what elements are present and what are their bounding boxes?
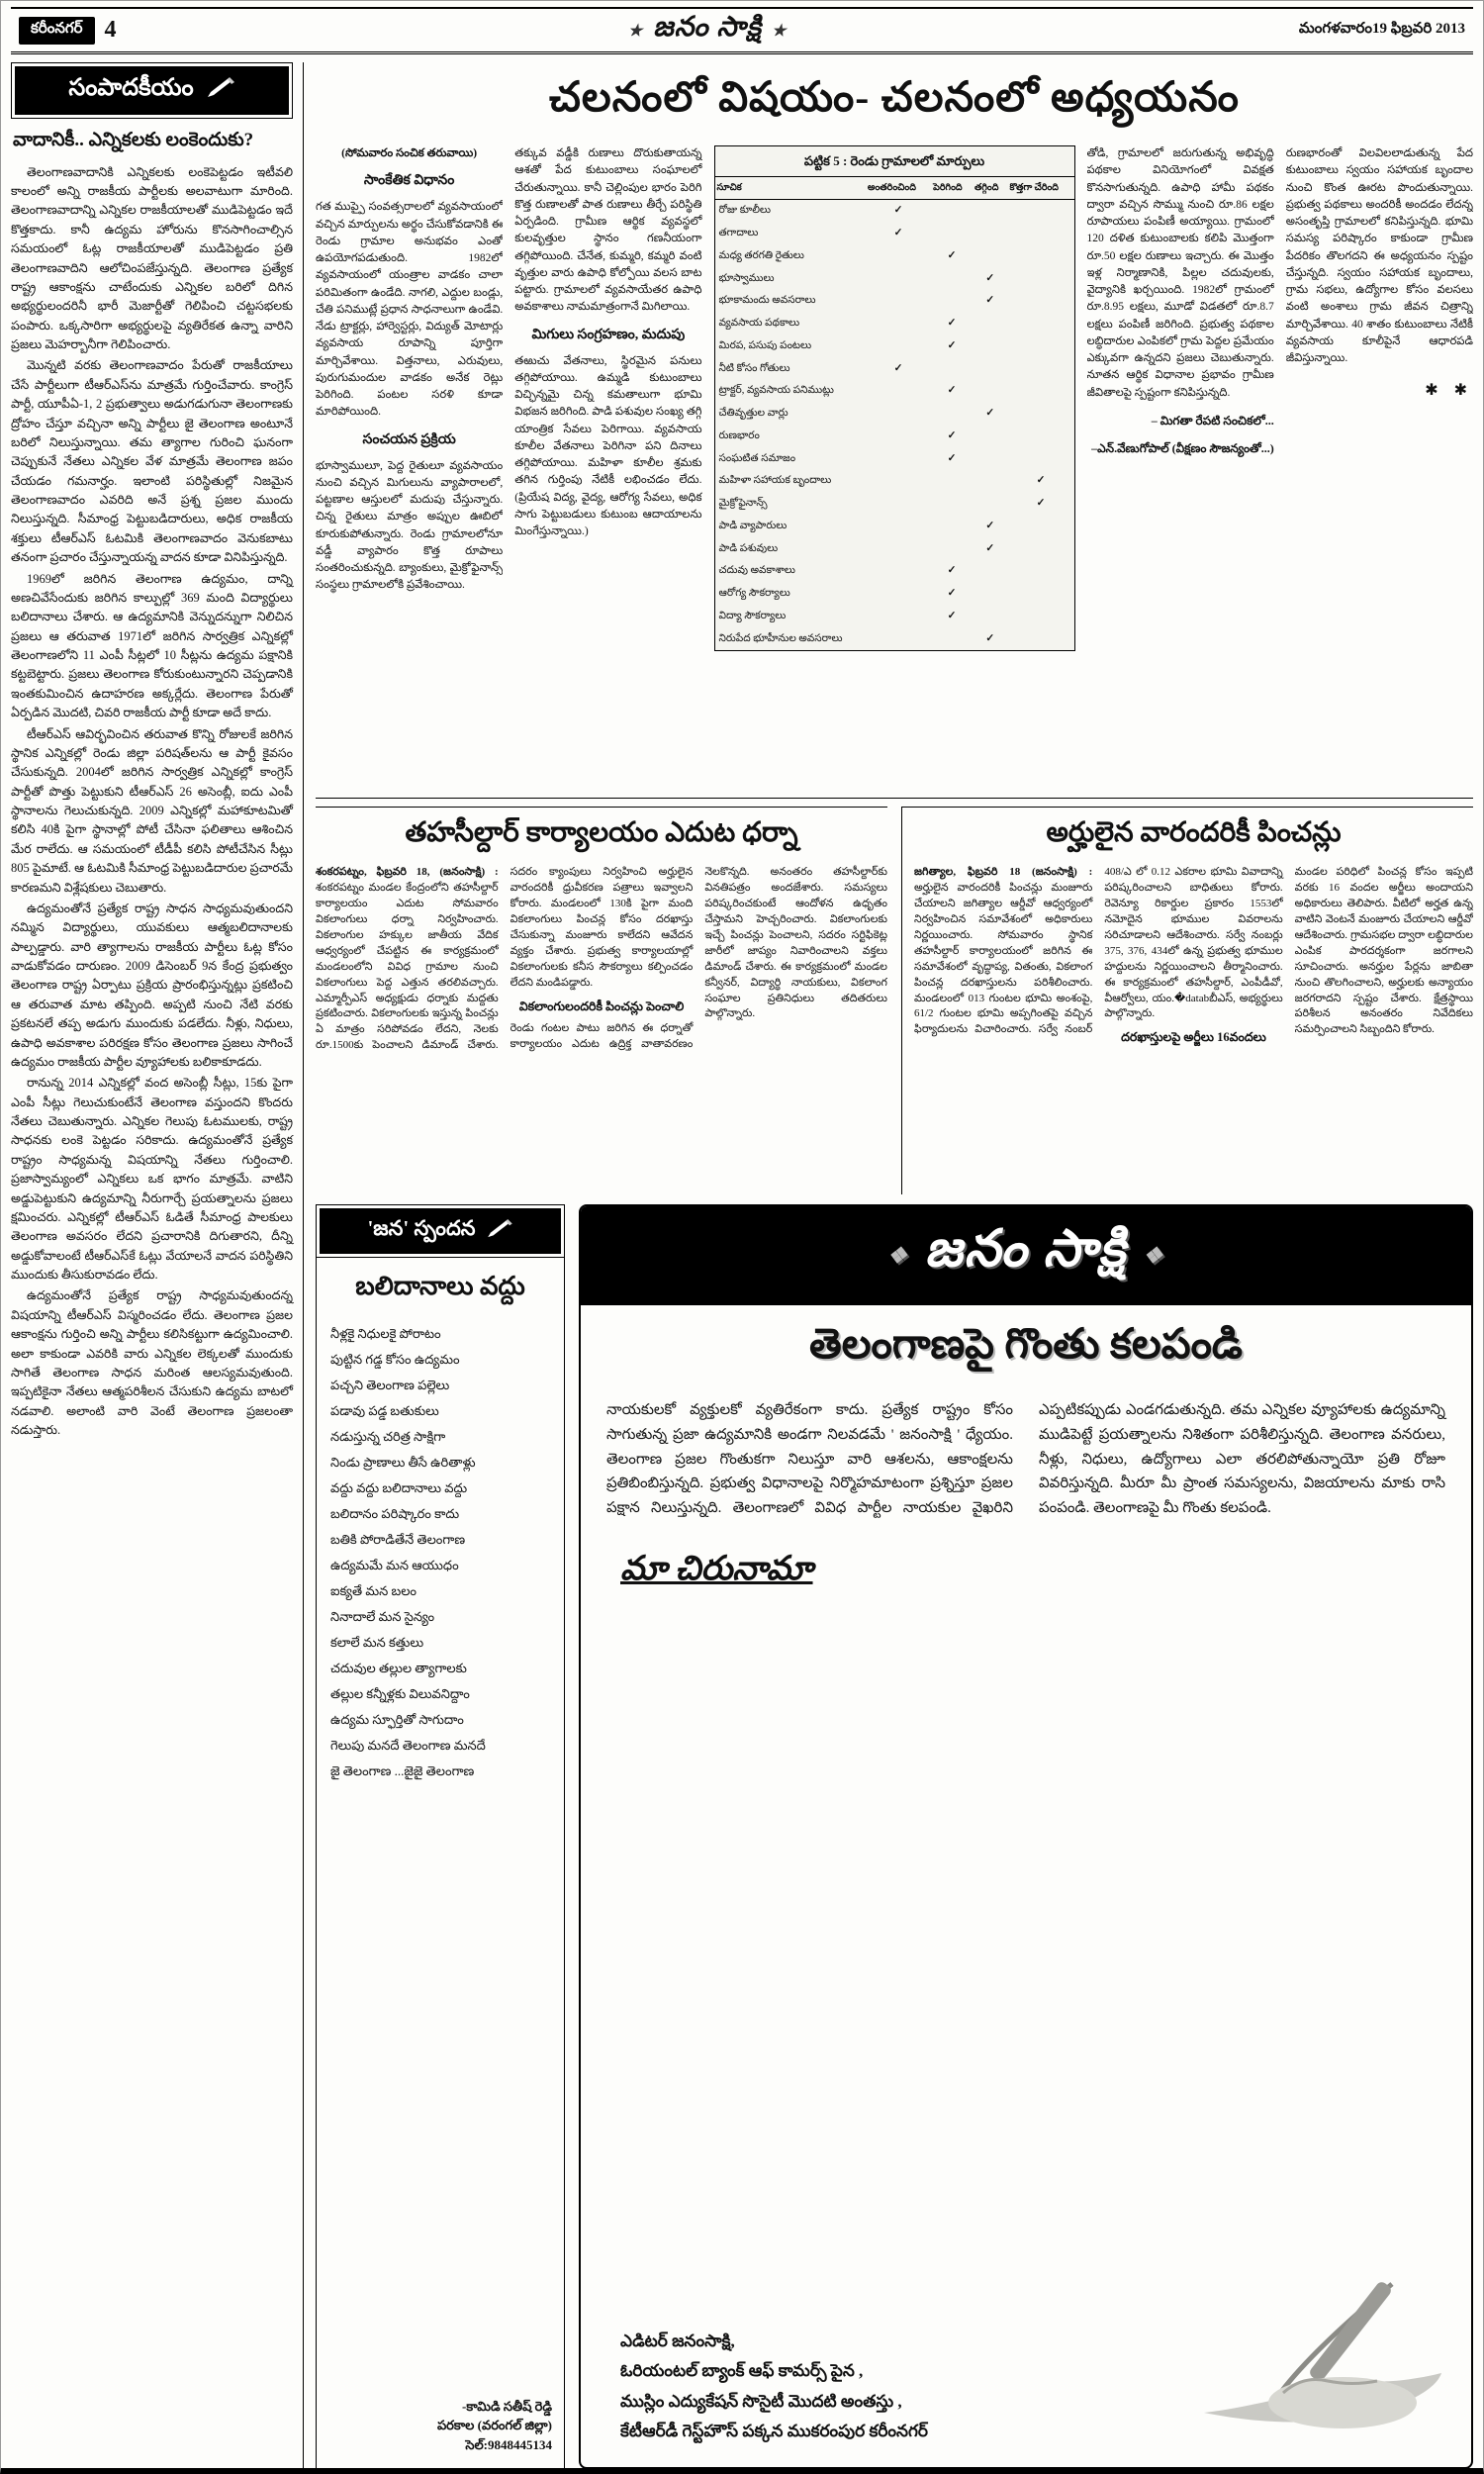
table-row: [714, 199, 1074, 222]
table-row: [714, 334, 1074, 357]
poet-name: -కామిడి సతీష్ రెడ్డి: [462, 2398, 552, 2414]
tick-cell: [1008, 447, 1074, 470]
tick-cell: [973, 447, 1008, 470]
table-row: [714, 290, 1074, 313]
poem-line: చదువుల తల్లుల త్యాగాలకు: [330, 1661, 467, 1675]
tick-cell: [973, 560, 1008, 583]
ad-address-label: మా చిరునామా: [620, 1550, 813, 1587]
poem-line: ఉద్యమమే మన ఆయుధం: [330, 1558, 459, 1572]
page-header: [11, 7, 1473, 54]
tick-cell: [931, 403, 973, 426]
changes-table-caption: పట్టిక 5 : రెండు గ్రామాలలో మార్పులు: [714, 145, 1075, 176]
poem-line: బలిదానం పరిష్కారం కాదు: [330, 1506, 460, 1521]
tick-cell: [973, 583, 1008, 606]
editorial-paragraph: టీఆర్ఎస్ ఆవిర్భవించిన తరువాత కొన్ని రోజులకే జరిగిన స్థానిక ఎన్నికల్లో రెండు జిల్లా పరిషత్‌లను ఆ పార్టీ కైవసం చేసుకున్నది. 2004లో జరిగిన సార్వత్రిక ఎన్నికల్లో కాంగ్రెస్ పార్టీతో పొత్తు పెట్టుకుని టీఆర్ఎస్ 26 అసెంబ్లీ, ఐదు ఎంపీ స్థానాలను గెలుచుకున్నది. 2009 ఎన్నికల్లో మహాకూటమితో కలిసి 40కి పైగా స్థానాల్లో పోటీ చేసినా ఫలితాలు ఆశించిన మేర రాలేదు. ఆ సమయంలో టీడీపీ కలిసి పోటీచేసిన సీట్లు 805 పైమాటే. ఆ ఓటమికి సీమాంధ్ర పెట్టుబడిదారుల ప్రచారమే కారణమని విశ్లేషకులు చెబుతారు.: [11, 726, 293, 895]
poem-line: ఉద్యమ స్ఫూర్తితో సాగుదాం: [330, 1712, 464, 1727]
subhead-technical: సాంకేతిక విధానం: [363, 173, 455, 189]
edition-block: [19, 17, 117, 45]
poem-title: బలిదానాలు వద్దు: [355, 1272, 525, 1300]
table-row: [714, 447, 1074, 470]
jana-spandana-header: [320, 1208, 561, 1254]
tick-cell: [1008, 290, 1074, 313]
tick-cell: [866, 515, 931, 537]
tick-cell: [866, 403, 931, 426]
pen-icon: [206, 77, 235, 104]
tick-cell: ✓: [985, 272, 995, 284]
col-header-indicator: సూచిక: [714, 176, 866, 199]
indicator-cell: నీటి కోసం గోతులు: [718, 362, 790, 374]
poem-lines: [317, 1317, 564, 2387]
tick-cell: [866, 470, 931, 493]
poet-place: పరకాల (వరంగల్ జిల్లా): [436, 2418, 552, 2432]
tick-cell: ✓: [1036, 475, 1046, 487]
tick-cell: [973, 470, 1008, 493]
ad-ornament-right-icon: ❖: [1143, 1243, 1165, 1268]
end-flower-ornament-icon: ✱ ✱: [1425, 382, 1473, 400]
dharna-text: శంకరపట్నం మండల కేంద్రంలోని తహసీల్దార్ కార్యాలయం ఎదుట సోమవారం వికలాంగులు ధర్నా నిర్వహించారు. వికలాంగుల హక్కుల జాతీయ వేదిక ఆధ్వర్యంలో చేపట్టిన ఈ కార్యక్రమంలో మండలంలోని వివిధ గ్రామాల నుంచి వికలాంగులు పెద్ద ఎత్తున తరలివచ్చారు. ఎమ్మార్పీఎస్ అధ్యక్షుడు ధర్నాకు మద్దతు ప్రకటించారు. వికలాంగులకు ఇస్తున్న పించన్లు ఏ మాత్రం సరిపోవడం లేదని, నెలకు రూ.1500కు పెంచాలని డిమాండ్ చేశారు. సదరం క్యాంపులు నిర్వహించి అర్హులైన వారందరికీ ధ్రువీకరణ పత్రాలు ఇవ్వాలని కోరారు. మండలంలో 130కి పైగా మంది వికలాంగులు పించన్ల కోసం దరఖాస్తు చేసుకున్నా మంజూరు కాలేదని ఆవేదన వ్యక్తం చేశారు. ప్రభుత్వ కార్యాలయాల్లో వికలాంగులకు కనీస సౌకర్యాలు కల్పించడం లేదని మండిపడ్డారు.: [316, 866, 694, 1052]
subhead-surplus: మిగులు సంగ్రహణం, మదుపు: [531, 327, 686, 342]
poet-phone: సెల్:9848445134: [465, 2436, 552, 2452]
tick-cell: ✓: [947, 429, 957, 441]
advertisement-box: [579, 1204, 1473, 2469]
poem-line: నీళ్లకై నిధులకై పోరాటం: [330, 1326, 441, 1341]
pension-subhead: దరఖాస్తులపై అర్జీలు 16వందలు: [1121, 1030, 1266, 1045]
jana-spandana-box: [316, 1204, 565, 2469]
table-row: [714, 403, 1074, 426]
editorial-paragraph: రానున్న 2014 ఎన్నికల్లో వంద అసెంబ్లీ సీట్లు, 15కు పైగా ఎంపీ సీట్లు గెలుచుకుంటేనే తెలంగాణ వస్తుందని కొందరు నేతలు చెబుతున్నారు. ఎన్నికల గెలుపు ఓటములకు, రాష్ట్ర సాధనకు లంకె పెట్టడం సరికాదు. ఉద్యమంతోనే ప్రత్యేక రాష్ట్రం సాధ్యమన్న విషయాన్ని నేతలు గుర్తించాలి. ప్రజాస్వామ్యంలో ఎన్నికలు ఒక భాగం మాత్రమే. వాటిని అడ్డుపెట్టుకుని ఉద్యమాన్ని నీరుగార్చే ప్రయత్నాలను ప్రజలు క్షమించరు. ఎన్నికల్లో టీఆర్ఎస్ ఓడితే సీమాంధ్ర పాలకులు తెలంగాణ అవసరం లేదని ప్రచారానికి దిగుతారని, దీన్ని అడ్డుకోవాలంటే టీఆర్ఎస్‌కే ఓట్లు వేయాలనే వాదన పరిస్థితిని ముందుకు తీసుకురావడం లేదు.: [11, 1076, 293, 1283]
tick-cell: [973, 334, 1008, 357]
tick-cell: ✓: [985, 542, 995, 554]
table-row: [714, 357, 1074, 380]
main-article-paragraph: భూస్వాములూ, పెద్ద రైతులూ వ్యవసాయం నుంచి వచ్చిన మిగులును వ్యాపారాలలో, పట్టణాల ఆస్తులలో మదుపు చేస్తున్నారు. చిన్న రైతులు మాత్రం అప్పుల ఊబిలో కూరుకుపోతున్నారు. రెండు గ్రామాలలోనూ వడ్డీ వ్యాపారం కొత్త రూపాలు సంతరించుకున్నది. బ్యాంకులు, మైక్రోఫైనాన్స్ సంస్థలు గ్రామాలలోకి ప్రవేశించాయి.: [316, 459, 504, 592]
tick-cell: [1008, 313, 1074, 335]
tick-cell: [866, 425, 931, 447]
tick-cell: [1008, 537, 1074, 560]
changes-table-body: [714, 199, 1074, 650]
ad-ornament-left-icon: ❖: [886, 1243, 909, 1268]
tick-cell: ✓: [985, 408, 995, 419]
dharna-headline: తహసీల్దార్ కార్యాలయం ఎదుట ధర్నా: [405, 817, 798, 848]
col-header-new: కొత్తగా చేరింది: [1008, 176, 1074, 199]
masthead-ornament-left-icon: ★: [627, 22, 644, 40]
tick-cell: [973, 380, 1008, 403]
tick-cell: ✓: [1036, 498, 1046, 509]
poem-line: బతికి పోరాడితేనే తెలంగాణ: [330, 1532, 466, 1547]
tick-cell: ✓: [947, 565, 957, 577]
tick-cell: [1008, 627, 1074, 650]
editorial-headline: వాదానికీ.. ఎన్నికలకు లంకెందుకు?: [13, 130, 254, 150]
indicator-cell: సంఘటిత సమాజం: [718, 452, 796, 464]
jana-spandana-label: 'జన' స్పందన: [367, 1216, 476, 1240]
indicator-cell: ఆరోగ్య సౌకర్యాలు: [718, 588, 790, 599]
pen-icon: [486, 1219, 513, 1244]
poem-line: ఐక్యతే మన బలం: [330, 1583, 417, 1598]
tick-cell: ✓: [985, 520, 995, 531]
ad-bottom-row: [581, 1604, 1471, 2467]
tick-cell: [931, 223, 973, 245]
table-row: [714, 560, 1074, 583]
ad-address-line: ఎడిటర్ జనంసాక్షి,: [620, 2331, 735, 2350]
table-row: [714, 380, 1074, 403]
tick-cell: [866, 537, 931, 560]
indicator-cell: భూకామందు అవసరాలు: [718, 295, 816, 307]
table-row: [714, 313, 1074, 335]
editorial-header: [15, 66, 289, 115]
tick-cell: ✓: [947, 339, 957, 351]
pension-headline: అర్హులైన వారందరికీ పించన్లు: [1046, 817, 1342, 848]
main-article-body: [316, 145, 1473, 799]
tick-cell: [1008, 267, 1074, 290]
main-article-col-5: [1286, 145, 1473, 790]
tick-cell: [866, 447, 931, 470]
table-row: [714, 493, 1074, 516]
table-row: [714, 267, 1074, 290]
dharna-body: [316, 865, 887, 1182]
tick-cell: ✓: [893, 228, 903, 238]
ad-address-line: ఓరియంటల్ బ్యాంక్ ఆఫ్ కామర్స్ పైన ,: [620, 2361, 864, 2381]
tick-cell: [866, 244, 931, 267]
tick-cell: ✓: [947, 610, 957, 621]
indicator-cell: మధ్య తరగతి రైతులు: [718, 249, 804, 261]
dharna-subhead: వికలాంగులందరికీ పించన్లు పెంచాలి: [518, 999, 685, 1013]
tick-cell: [931, 515, 973, 537]
editorial-paragraph: తెలంగాణవాదానికి ఎన్నికలకు లంకెపెట్టడం ఇటీవలి కాలంలో అన్ని రాజకీయ పార్టీలకు అలవాటుగా మారింది. తెలంగాణవాదాన్ని ఎన్నికల రాజకీయాలతో ముడిపెట్టడం ఇదే కొత్తకాదు. కానీ ఉద్యమ హోరును కొనసాగించాల్సిన సమయంలో ఓట్ల రాజకీయాలతో ముడిపెట్టడం ప్రతి తెలంగాణవాదిని ఆలోచింపజేస్తున్నది. తెలంగాణ ప్రత్యేక రాష్ట్ర ఆకాంక్షను చాటేందుకు ఎన్నికల బరిలో దిగిన అభ్యర్థులందరినీ భారీ మెజార్టీతో గెలిపించి చట్టసభలకు పంపారు. ఒక్కసారిగా అభ్యర్థులపై వ్యతిరేకత ఉన్నా వారిని ప్రజలు మెహర్బానీగా గెలిపించారు.: [11, 164, 293, 352]
bottom-band: [316, 1194, 1473, 2469]
poem-attribution: [317, 2387, 564, 2469]
jana-spandana-header-box: [317, 1205, 564, 1258]
main-article-col-2: [514, 145, 701, 790]
indicator-cell: విద్యా సౌకర్యాలు: [718, 610, 787, 621]
tick-cell: [866, 627, 931, 650]
poem-line: తల్లుల కన్నీళ్లకు విలువనిద్దాం: [330, 1686, 470, 1701]
tick-cell: [931, 470, 973, 493]
tick-cell: [1008, 380, 1074, 403]
pension-text: అర్హులైన వారందరికీ పించన్లు మంజూరు చేయాలని జగిత్యాల ఆర్డీవో ఆధ్వర్యంలో నిర్వహించిన సమావేశంలో అధికారులు నిర్ణయించారు. సోమవారం స్థానిక తహసీల్దార్ కార్యాలయంలో జరిగిన ఈ సమావేశంలో వృద్ధాప్య, వితంతు, వికలాంగ పించన్ల దరఖాస్తులను పరిశీలించారు. మండలంలో 013 గుంటల భూమి అంశంపై, 61/2 గుంటల భూమి అప్పగింతపై వచ్చిన ఫిర్యాదులను విచారించారు. సర్వే నంబర్ 408/ఎ లో 0.12 ఎకరాల భూమి వివాదాన్ని పరిష్కరించాలని బాధితులు కోరారు. రెవెన్యూ రికార్డుల ప్రకారం 1553లో నమోదైన భూముల వివరాలను సరిచూడాలని ఆదేశించారు. సర్వే నంబర్లు 375, 376, 434లో ఉన్న ప్రభుత్వ భూముల హద్దులను నిర్ణయించాలని తీర్మానించారు. ఈ కార్యక్రమంలో తహసీల్దార్, ఎంపీడీవో, వీఆర్వోలు, యం.�databబీఎస్, అభ్యర్థులు పాల్గొన్నారు.: [914, 866, 1283, 1036]
tick-cell: [973, 244, 1008, 267]
tick-cell: [866, 334, 931, 357]
masthead-ornament-right-icon: ★: [772, 22, 788, 40]
tick-cell: [1008, 403, 1074, 426]
main-article-table-column: [714, 145, 1075, 790]
changes-table: [714, 145, 1075, 651]
indicator-cell: పాడి వ్యాపారులు: [718, 520, 788, 531]
ad-slogan: తెలంగాణపై గొంతు కలపండి: [809, 1322, 1243, 1368]
tick-cell: [973, 605, 1008, 627]
dharna-paragraph: రెండు గంటల పాటు జరిగిన ఈ ధర్నాతో కార్యాలయం ఎదుట ఉద్రిక్త వాతావరణం నెలకొన్నది. అనంతరం తహసీల్దార్‌కు వినతిపత్రం అందజేశారు. సమస్యలు పరిష్కరించకుంటే ఆందోళన ఉధృతం చేస్తామని హెచ్చరించారు. వికలాంగులకు ఇచ్చే పించన్లు పెంచాలని, సదరం సర్టిఫికెట్ల జారీలో జాప్యం నివారించాలని వక్తలు డిమాండ్ చేశారు. ఈ కార్యక్రమంలో మండల కన్వీనర్, విద్యార్థి నాయకులు, వికలాంగ సంఘాల ప్రతినిధులు తదితరులు పాల్గొన్నారు.: [510, 866, 887, 1050]
tick-cell: [1008, 334, 1074, 357]
editorial-paragraph: 1969లో జరిగిన తెలంగాణ ఉద్యమం, దాన్ని అణచివేసేందుకు జరిగిన కాల్పుల్లో 369 మంది విద్యార్థులు బలిదానాలు చేశారు. ఆ ఉద్యమానికి వెన్నుదన్నుగా నిలిచిన ప్రజలు ఆ తరువాత 1971లో జరిగిన సార్వత్రిక ఎన్నికల్లో తెలంగాణలోని 11 ఎంపీ సీట్లలో 10 సీట్లను ఉద్యమ పక్షానికి కట్టబెట్టారు. ప్రజలు తెలంగాణ కోరుకుంటున్నారని చెప్పడానికి ఇంతకుమించిన ఉదాహరణ అక్కర్లేదు. తెలంగాణ పేరుతో ఏర్పడిన మొదటి, చివరి రాజకీయ పార్టీ కూడా అదే కాదు.: [11, 571, 293, 720]
main-article-headline: చలనంలో విషయం- చలనంలో అధ్యయనం: [549, 75, 1240, 121]
masthead-title: జనం సాక్షి: [653, 11, 763, 43]
ad-body-text: నాయకులకో వ్యక్తులకో వ్యతిరేకంగా కాదు. ప్రత్యేక రాష్ట్రం కోసం సాగుతున్న ప్రజా ఉద్యమానికి అండగా నిలవడమే ' జనంసాక్షి ' ధ్యేయం. తెలంగాణ ప్రజల గొంతుకగా నిలుస్తూ వారి ఆశలను, ఆకాంక్షలను ప్రతిబింబిస్తున్నది. ప్రభుత్వ విధానాలపై నిర్మొహమాటంగా ప్రశ్నిస్తూ ప్రజల పక్షాన నిలుస్తున్నది. తెలంగాణలో వివిధ పార్టీల నాయకుల వైఖరిని ఎప్పటికప్పుడు ఎండగడుతున్నది. తమ ఎన్నికల వ్యూహాలకు ఉద్యమాన్ని ముడిపెట్టే ప్రయత్నాలను నిశితంగా పరిశీలిస్తున్నది. తెలంగాణ వనరులు, నీళ్లు, నిధులు, ఉద్యోగాలు ఎలా తరలిపోతున్నాయో ప్రతి రోజూ వివరిస్తున్నది. మీరూ మీ ప్రాంత సమస్యలను, విజయాలను మాకు రాసి పంపండి. తెలంగాణపై మీ గొంతు కలపండి.: [606, 1402, 1445, 1516]
pension-body: [914, 865, 1473, 1182]
poem-line: నిండు ప్రాణాలు తీసే ఉరితాళ్లు: [330, 1455, 476, 1470]
author-byline: –ఎన్.వేణుగోపాల్ (వీక్షణం సౌజన్యంతో...): [1091, 440, 1274, 455]
tick-cell: [1008, 515, 1074, 537]
main-article-paragraph: రుణభారంతో విలవిలలాడుతున్న పేద కుటుంబాలు స్వయం సహాయక బృందాల నుంచి కొంత ఊరట పొందుతున్నాయి. ప్రభుత్వ పథకాలు అందరికీ అందడం లేదన్న అసంతృప్తి గ్రామాలలో కనిపిస్తున్నది. భూమి సమస్య పరిష్కారం కాకుండా గ్రామీణ పేదరికం తొలగదని ఈ అధ్యయనం స్పష్టం చేస్తున్నది. స్వయం సహాయక బృందాలు, గ్రామ సభలు, ఉద్యోగాల కోసం వలసలు వంటి అంశాలు గ్రామ జీవన చిత్రాన్ని మార్చివేశాయి. 40 శాతం కుటుంబాలు నేటికీ వ్యవసాయ కూలీపైనే ఆధారపడి జీవిస్తున్నాయి.: [1285, 147, 1473, 364]
main-article-paragraph: తక్కువ వడ్డీకి రుణాలు దొరుకుతాయన్న ఆశతో పేద కుటుంబాలు సంఘాలలో చేరుతున్నాయి. కానీ చెల్లింపుల భారం పెరిగి కొత్త రుణాలతో పాత రుణాలు తీర్చే పరిస్థితి ఏర్పడింది. గ్రామీణ ఆర్థిక వ్యవస్థలో కులవృత్తుల స్థానం గణనీయంగా తగ్గిపోయింది. చేనేత, కుమ్మరి, కమ్మరి వంటి వృత్తుల వారు ఉపాధి కోల్పోయి వలస బాట పట్టారు. గ్రామాలలో వ్యవసాయేతర ఉపాధి అవకాశాలు నామమాత్రంగానే మిగిలాయి.: [514, 147, 702, 314]
indicator-cell: చేతివృత్తుల వార్లు: [718, 408, 788, 419]
edition-label: కరీంనగర్: [19, 17, 95, 45]
main-article-paragraph: గత ముప్పై సంవత్సరాలలో వ్యవసాయంలో వచ్చిన మార్పులను అర్థం చేసుకోవడానికి ఈ రెండు గ్రామాల అనుభవం ఎంతో ఉపయోగపడుతుంది. 1982లో వ్యవసాయంలో యంత్రాల వాడకం చాలా పరిమితంగా ఉండేది. నాగలి, ఎద్దుల బండ్లు, చేతి పనిముట్లే ప్రధాన సాధనాలుగా ఉండేవి. నేడు ట్రాక్టర్లు, హార్వెస్టర్లు, విద్యుత్ మోటార్లు వ్యవసాయ రూపాన్ని పూర్తిగా మార్చివేశాయి. విత్తనాలు, ఎరువులు, పురుగుమందుల వాడకం అనేక రెట్లు పెరిగింది. పంటల సరళి కూడా మారిపోయింది.: [316, 201, 504, 419]
tick-cell: ✓: [893, 362, 903, 374]
editorial-header-box: [11, 62, 293, 119]
dharna-article: [316, 807, 887, 1194]
editorial-section-label: సంపాదకీయం: [68, 75, 194, 101]
main-area: [316, 62, 1473, 2469]
main-article-col-1: [316, 145, 503, 790]
subhead-accumulation: సంచయన ప్రక్రియ: [362, 431, 456, 447]
col-header-increased: పెరిగింది: [931, 176, 973, 199]
hand-with-pen-illustration: [1194, 2254, 1451, 2447]
tick-cell: [973, 313, 1008, 335]
tick-cell: ✓: [947, 249, 957, 261]
tick-cell: ✓: [947, 452, 957, 464]
indicator-cell: వ్యవసాయ పథకాలు: [718, 318, 800, 329]
pension-paragraph: మండల పరిధిలో పించన్ల కోసం ఇప్పటి వరకు 16 వందల అర్జీలు అందాయని అధికారులు తెలిపారు. వీటిలో అర్హత ఉన్న వాటిని వెంటనే మంజూరు చేయాలని ఆర్డీవో ఆదేశించారు. గ్రామసభల ద్వారా లబ్ధిదారుల ఎంపిక పారదర్శకంగా జరగాలని సూచించారు. అనర్హుల పేర్లను జాబితా నుంచి తొలగించాలని, అర్హులకు అన్యాయం జరగరాదని స్పష్టం చేశారు. క్షేత్రస్థాయి పరిశీలన అనంతరం నివేదికలు సమర్పించాలని సిబ్బందిని కోరారు.: [1294, 866, 1473, 1036]
ad-brand-band: [581, 1206, 1471, 1305]
ad-brand-text: జనం సాక్షి: [924, 1221, 1128, 1278]
tick-cell: [866, 313, 931, 335]
poem-line: వద్దు వద్దు బలిదానాలు వద్దు: [330, 1480, 468, 1495]
col-header-vanished: అంతరించింది: [866, 176, 931, 199]
tick-cell: [931, 290, 973, 313]
tick-cell: [866, 493, 931, 516]
poem-line: పడావు పడ్డ బతుకులు: [330, 1403, 439, 1418]
indicator-cell: పాడి పశువులు: [718, 542, 779, 554]
main-article-paragraph: తఱుచు వేతనాలు, స్థిరమైన పనులు తగ్గిపోయాయి. ఉమ్మడి కుటుంబాలు విచ్ఛిన్నమై చిన్న కమతాలుగా భూమి విభజన జరిగింది. పాడి పశువుల సంఖ్య తగ్గి యాంత్రిక సేవలు పెరిగాయి. వ్యవసాయ కూలీల వేతనాలు పెరిగినా పని దినాలు తగ్గిపోయాయి. మహిళా కూలీల శ్రమకు తగిన గుర్తింపు నేటికీ లభించడం లేదు. (ప్రియేష విద్య, వైద్య, ఆరోగ్య సేవలు, అధిక సాగు పెట్టుబడులు కుటుంబ ఆదాయాలను మింగేస్తున్నాయి.): [514, 354, 702, 537]
indicator-cell: మహిళా సహాయక బృందాలు: [718, 475, 832, 487]
tick-cell: [866, 290, 931, 313]
indicator-cell: భూస్వాములు: [718, 272, 775, 284]
ad-address-lines: [620, 2327, 928, 2447]
tick-cell: [973, 223, 1008, 245]
indicator-cell: ట్రాక్టర్, వ్యవసాయ పనిముట్లు: [718, 385, 834, 397]
masthead: [628, 12, 788, 49]
tick-cell: [866, 560, 931, 583]
tick-cell: [931, 493, 973, 516]
indicator-cell: మైక్రోఫైనాన్స్: [718, 498, 768, 509]
tick-cell: [1008, 199, 1074, 222]
page-number: 4: [104, 17, 117, 43]
poem-line: నినాదాలే మన సైన్యం: [330, 1609, 435, 1624]
tick-cell: [973, 493, 1008, 516]
tick-cell: [866, 267, 931, 290]
tick-cell: [1008, 357, 1074, 380]
editorial-paragraph: ఉద్యమంతోనే ప్రత్యేక రాష్ట్ర సాధన సాధ్యమవుతుందని నమ్మిన విద్యార్థులు, యువకులు ఆత్మబలిదానాలకు పాల్పడ్డారు. వారి త్యాగాలను రాజకీయ పార్టీలు ఓట్ల కోసం వాడుకోవడం దారుణం. 2009 డిసెంబర్ 9న కేంద్ర ప్రభుత్వం తెలంగాణ రాష్ట్ర ఏర్పాటు ప్రక్రియ ప్రారంభిస్తున్నట్లు ప్రకటించి ఆ తరువాత మాట తప్పింది. అప్పటి నుంచి నేటి వరకు ప్రకటనలే తప్ప అడుగు ముందుకు పడలేదు. నీళ్లు, నిధులు, ఉపాధి అవకాశాల పరిరక్షణ కోసం తెలంగాణ ప్రజలు సాగించే ఉద్యమం రాజకీయ పార్టీల వ్యూహాలకు బలికాకూడదు.: [11, 901, 293, 1069]
indicator-cell: మిరప, పసుపు పంటలు: [718, 339, 812, 351]
tick-cell: [1008, 223, 1074, 245]
tick-cell: [866, 380, 931, 403]
tick-cell: ✓: [893, 205, 903, 217]
tick-cell: [931, 357, 973, 380]
table-row: [714, 627, 1074, 650]
tick-cell: [866, 605, 931, 627]
continuation-note: (సోమవారం సంచిక తరువాయి): [341, 147, 478, 159]
editorial-body: [11, 163, 293, 1441]
tick-cell: [1008, 560, 1074, 583]
pension-dateline: జగిత్యాల, ఫిబ్రవరి 18 (జనంసాక్షి) :: [914, 866, 1093, 878]
tick-cell: ✓: [947, 385, 957, 397]
tick-cell: [1008, 244, 1074, 267]
pension-paragraph: [914, 865, 1283, 1047]
tick-cell: [973, 199, 1008, 222]
tick-cell: ✓: [985, 295, 995, 307]
tick-cell: [866, 583, 931, 606]
indicator-cell: రుణభారం: [718, 429, 760, 441]
tick-cell: [931, 627, 973, 650]
tick-cell: [1008, 605, 1074, 627]
table-row: [714, 605, 1074, 627]
tick-cell: ✓: [947, 318, 957, 329]
poem-line: గెలుపు మనదే తెలంగాణ మనదే: [330, 1738, 486, 1753]
tick-cell: [1008, 583, 1074, 606]
tick-cell: ✓: [985, 632, 995, 644]
tick-cell: [931, 267, 973, 290]
poem-line: నడుస్తున్న చరిత్ర సాక్షిగా: [330, 1429, 446, 1444]
table-row: [714, 515, 1074, 537]
poem-line: జై తెలంగాణ ...జైజై తెలంగాణ: [330, 1763, 475, 1778]
poem-line: కలాలే మన కత్తులు: [330, 1635, 424, 1650]
poem-line: పుట్టిన గడ్డ కోసం ఉద్యమం: [330, 1352, 460, 1367]
indicator-cell: రోజు కూలీలు: [718, 205, 771, 217]
tick-cell: [1008, 425, 1074, 447]
dharna-dateline: శంకరపట్నం, ఫిబ్రవరి 18, (జనంసాక్షి) :: [316, 866, 499, 878]
table-row: [714, 537, 1074, 560]
sign-off-note: – మిగతా రేపటి సంచికలో...: [1151, 413, 1274, 428]
tick-cell: [973, 425, 1008, 447]
ad-brand: [887, 1220, 1164, 1291]
articles-band: [316, 799, 1473, 1194]
content-grid: [11, 54, 1473, 2459]
table-row: [714, 583, 1074, 606]
editorial-column: [11, 62, 304, 2469]
indicator-cell: నిరుపేద భూహీనుల అవసరాలు: [718, 632, 843, 644]
date-line: మంగళవారం19 ఫిబ్రవరి 2013: [1298, 20, 1465, 37]
tick-cell: ✓: [947, 588, 957, 599]
ad-address-line: కేటీఆర్‌డీ గెస్ట్‌హౌస్ పక్కన ముకరంపుర కరీంనగర్: [620, 2422, 928, 2441]
indicator-cell: తగాదాలు: [718, 228, 759, 238]
indicator-cell: చదువు అవకాశాలు: [718, 565, 795, 577]
tick-cell: [973, 357, 1008, 380]
table-row: [714, 425, 1074, 447]
poem-line: పచ్చని తెలంగాణ పల్లెలు: [330, 1378, 450, 1392]
main-article-col-4: [1087, 145, 1274, 790]
main-article-paragraph: తోడి, గ్రామాలలో జరుగుతున్న అభివృద్ధి పథకాల వినియోగంలో వివక్షత కొనసాగుతున్నది. ఉపాధి హామీ పథకం ద్వారా వచ్చిన సొమ్ము నుంచి రూ.86 లక్షల రూపాయలు పంపిణీ అయ్యాయి. గ్రామంలో 120 దళిత కుటుంబాలకు కలిపి మొత్తంగా రూ.50 లక్షల రుణాలు ఇచ్చారు. ఈ మొత్తం ఇళ్ల నిర్మాణానికి, పిల్లల చదువులకు, వైద్యానికి ఖర్చయింది. 1982లో గ్రామంలో రూ.8.95 లక్షలు, మూడో విడతలో రూ.8.7 లక్షలు పంపిణీ జరిగింది. ప్రభుత్వ పథకాల లబ్ధిదారుల ఎంపికలో గ్రామ పెద్దల ప్రమేయం ఎక్కువగా ఉన్నదని ప్రజలు చెబుతున్నారు. నూతన ఆర్థిక విధానాల ప్రభావం గ్రామీణ జీవితాలపై స్పష్టంగా కనిపిస్తున్నది.: [1086, 147, 1274, 399]
ad-address-line: ముస్లిం ఎద్యుకేషన్ సొసైటీ మొదటి అంతస్తు ,: [620, 2391, 902, 2411]
tick-cell: [931, 537, 973, 560]
table-row: [714, 223, 1074, 245]
tick-cell: [931, 199, 973, 222]
editorial-paragraph: మొన్నటి వరకు తెలంగాణవాదం పేరుతో రాజకీయాలు చేసే పార్టీలుగా టీఆర్ఎస్‌ను మాత్రమే గుర్తించేవారు. కాంగ్రెస్ పార్టీ, యూపీఏ-1, 2 ప్రభుత్వాలు అడుగడుగునా తెలంగాణకు ద్రోహం చేస్తూ వచ్చినా అన్ని పార్టీలు జై తెలంగాణ అంటూనే బరిలో నిలుస్తున్నాయి. తమ త్యాగాల గురించి ఘనంగా చెప్పుకునే నేతలు ఎన్నికల వేళ మాత్రమే తెలంగాణ జపం చేయడం గమనార్హం. ఇలాంటి పరిస్థితుల్లో నిజమైన తెలంగాణవాదం ఎవరిది అనే ప్రశ్న ప్రజల ముందు నిలుస్తున్నది. సీమాంధ్ర పెట్టుబడిదారులు, అధిక రాజకీయ శక్తులు టీఆర్ఎస్ ఓటమికి తెలంగాణవాదం వెనుకబాటు తనంగా ప్రచారం చేస్తున్నాయన్న వాదన కూడా వినిపిస్తున్నది.: [11, 358, 293, 565]
changes-table-header: [714, 176, 1074, 199]
pension-article: [901, 807, 1473, 1194]
table-row: [714, 470, 1074, 493]
table-row: [714, 244, 1074, 267]
editorial-paragraph: ఉద్యమంతోనే ప్రత్యేక రాష్ట్ర సాధ్యమవుతుందన్న విషయాన్ని టీఆర్ఎస్ విస్మరించడం లేదు. తెలంగాణ ప్రజల ఆకాంక్షను గుర్తించి అన్ని పార్టీలు కలిసికట్టుగా ఉద్యమించాలి. అలా కాకుండా ఎవరికి వారు ఎన్నికల లెక్కలతో ముందుకు సాగితే తెలంగాణ సాధన మరింత ఆలస్యమవుతుంది. ఇప్పటికైనా నేతలు ఆత్మపరిశీలన చేసుకుని ఉద్యమ బాటలో నడవాలి. అలాంటి వారి వెంటే తెలంగాణ ప్రజలంతా నడుస్తారు.: [11, 1288, 293, 1438]
col-header-decreased: తగ్గింది: [973, 176, 1008, 199]
